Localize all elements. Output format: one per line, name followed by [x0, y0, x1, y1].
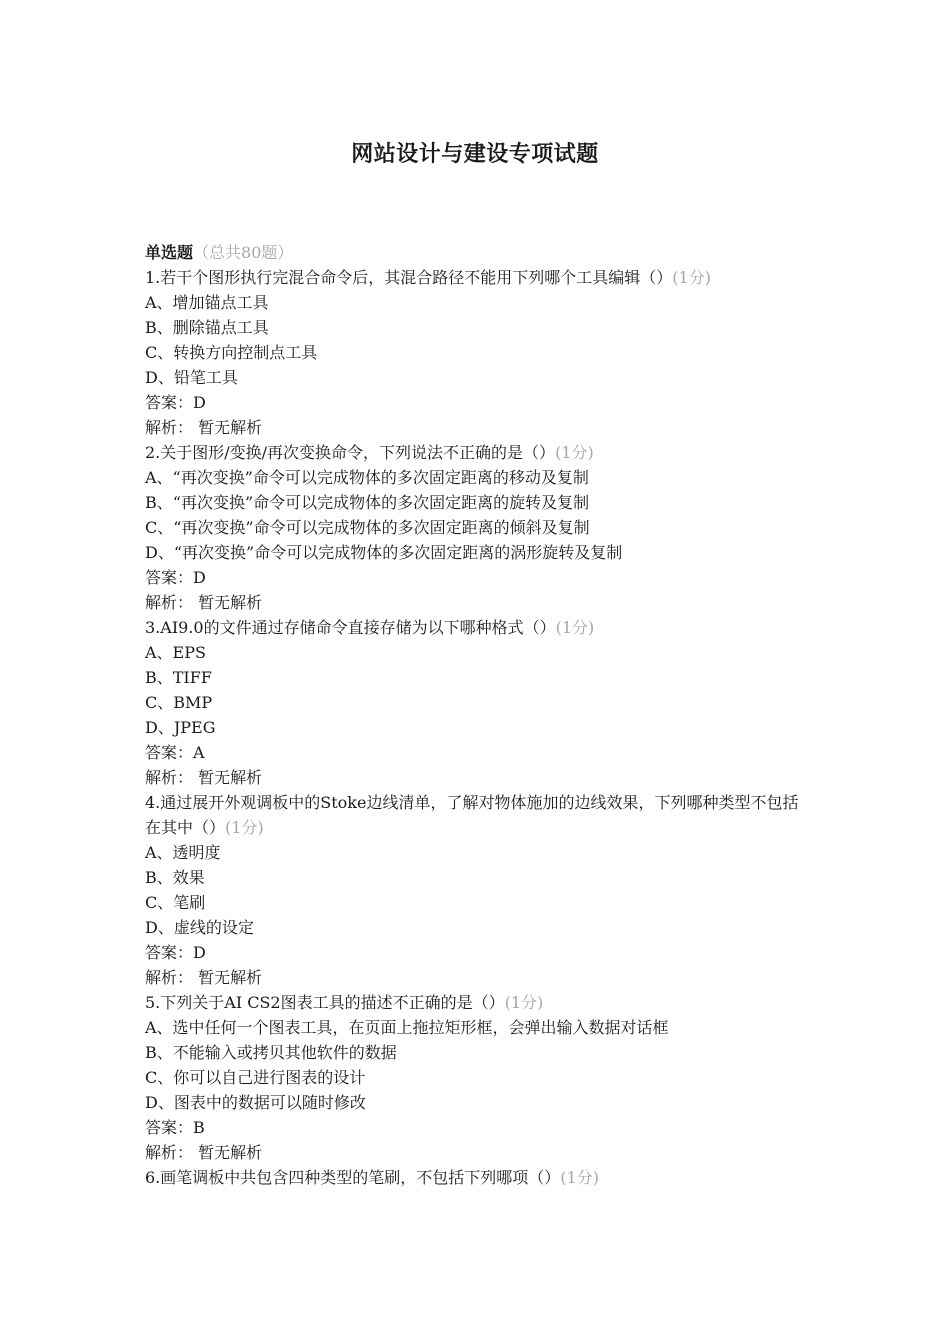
question-score: (1分) — [672, 268, 711, 287]
option: D、虚线的设定 — [145, 918, 254, 937]
answer: 答案：D — [145, 568, 206, 587]
page-title: 网站设计与建设专项试题 — [351, 141, 599, 167]
option: B、不能输入或拷贝其他软件的数据 — [145, 1043, 397, 1062]
question-score: (1分) — [225, 818, 264, 837]
option: D、铅笔工具 — [145, 368, 238, 387]
option: B、删除锚点工具 — [145, 318, 269, 337]
section-count: （总共80题） — [193, 243, 294, 262]
option: C、笔刷 — [145, 893, 206, 912]
section-label: 单选题 — [145, 243, 194, 262]
question-text: 4.通过展开外观调板中的Stoke边线清单，了解对物体施加的边线效果，下列哪种类型不包括在其中（） — [145, 793, 799, 837]
option: D、图表中的数据可以随时修改 — [145, 1093, 366, 1112]
question-text: 6.画笔调板中共包含四种类型的笔刷，不包括下列哪项（） — [145, 1168, 561, 1187]
question-stem — [145, 265, 805, 290]
question-score: (1分) — [504, 993, 544, 1012]
option: A、“再次变换”命令可以完成物体的多次固定距离的移动及复制 — [145, 468, 589, 487]
option: C、转换方向控制点工具 — [145, 343, 318, 362]
answer: 答案：A — [145, 743, 205, 762]
option: D、JPEG — [145, 718, 216, 737]
option: B、TIFF — [145, 668, 212, 687]
option: A、增加锚点工具 — [145, 293, 269, 312]
option: C、你可以自己进行图表的设计 — [145, 1068, 366, 1087]
analysis: 解析： 暂无解析 — [145, 1143, 263, 1162]
question-text: 2.关于图形/变换/再次变换命令，下列说法不正确的是（） — [145, 443, 556, 462]
analysis: 解析： 暂无解析 — [145, 768, 263, 787]
option: A、透明度 — [145, 843, 221, 862]
answer: 答案：D — [145, 393, 206, 412]
exam-content — [145, 240, 805, 1190]
question-stem — [145, 790, 805, 840]
analysis: 解析： 暂无解析 — [145, 418, 263, 437]
answer: 答案：D — [145, 943, 206, 962]
question-score: (1分) — [555, 443, 594, 462]
question-text: 5.下列关于AI CS2图表工具的描述不正确的是（） — [145, 993, 505, 1012]
option: C、BMP — [145, 693, 213, 712]
question-stem — [145, 1165, 805, 1190]
question-score: (1分) — [555, 618, 595, 637]
question-stem — [145, 615, 805, 640]
question-text: 1.若干个图形执行完混合命令后，其混合路径不能用下列哪个工具编辑（） — [145, 268, 673, 287]
question-stem — [145, 440, 805, 465]
question-score: (1分) — [560, 1168, 599, 1187]
option: B、“再次变换”命令可以完成物体的多次固定距离的旋转及复制 — [145, 493, 590, 512]
section-header — [145, 240, 805, 265]
answer: 答案：B — [145, 1118, 205, 1137]
option: D、“再次变换”命令可以完成物体的多次固定距离的涡形旋转及复制 — [145, 543, 623, 562]
option: C、“再次变换”命令可以完成物体的多次固定距离的倾斜及复制 — [145, 518, 590, 537]
question-text: 3.AI9.0的文件通过存储命令直接存储为以下哪种格式（） — [145, 618, 556, 637]
option: A、EPS — [145, 643, 206, 662]
option: B、效果 — [145, 868, 205, 887]
analysis: 解析： 暂无解析 — [145, 593, 263, 612]
question-stem — [145, 990, 805, 1015]
analysis: 解析： 暂无解析 — [145, 968, 263, 987]
option: A、选中任何一个图表工具，在页面上拖拉矩形框，会弹出输入数据对话框 — [145, 1018, 669, 1037]
